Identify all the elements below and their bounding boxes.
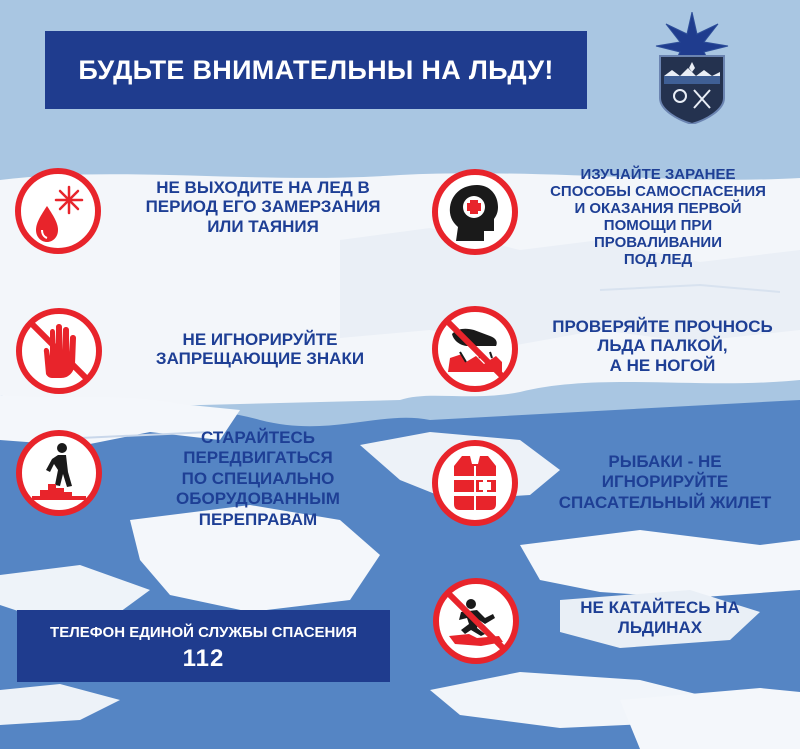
life-vest-warning-icon: [432, 440, 518, 526]
emergency-phone-box: [17, 610, 390, 682]
freezing-thawing-warning-icon: [15, 168, 101, 254]
no-ice-floe-riding-icon: [433, 578, 519, 664]
rule-signs: НЕ ИГНОРИРУЙТЕ ЗАПРЕЩАЮЩИЕ ЗНАКИ: [155, 330, 365, 369]
rule-life-vest: РЫБАКИ - НЕ ИГНОРИРУЙТЕ СПАСАТЕЛЬНЫЙ ЖИЛЕТ: [558, 452, 772, 512]
use-crossings-icon: [16, 430, 102, 516]
rule-first-aid: ИЗУЧАЙТЕ ЗАРАНЕЕ СПОСОБЫ САМОСПАСЕНИЯ И ОКАЗАНИЯ ПЕРВОЙ ПОМОЩИ ПРИ ПРОВАЛИВАНИИ ПОД ЛЕД: [550, 166, 766, 269]
test-ice-with-stick-icon: [432, 306, 518, 392]
rule-ice-floe: НЕ КАТАЙТЕСЬ НА ЛЬДИНАХ: [580, 598, 740, 638]
first-aid-knowledge-icon: [432, 169, 518, 255]
phone-label: ТЕЛЕФОН ЕДИНОЙ СЛУЖБЫ СПАСЕНИЯ: [50, 624, 357, 641]
rule-test-ice: ПРОВЕРЯЙТЕ ПРОЧНОСЬ ЛЬДА ПАЛКОЙ, А НЕ НОГОЙ: [552, 317, 773, 375]
title-banner: [45, 31, 587, 109]
ignore-signs-warning-icon: [16, 308, 102, 394]
rule-freezing: НЕ ВЫХОДИТЕ НА ЛЕД В ПЕРИОД ЕГО ЗАМЕРЗАНИЯ ИЛИ ТАЯНИЯ: [145, 178, 381, 236]
page-title: БУДЬТЕ ВНИМАТЕЛЬНЫ НА ЛЬДУ!: [78, 54, 554, 85]
emergency-ministry-emblem-icon: [650, 12, 734, 124]
rule-crossings: СТАРАЙТЕСЬ ПЕРЕДВИГАТЬСЯ ПО СПЕЦИАЛЬНО ОБОРУДОВАННЫМ ПЕРЕПРАВАМ: [176, 428, 340, 529]
phone-number: 112: [182, 645, 225, 672]
